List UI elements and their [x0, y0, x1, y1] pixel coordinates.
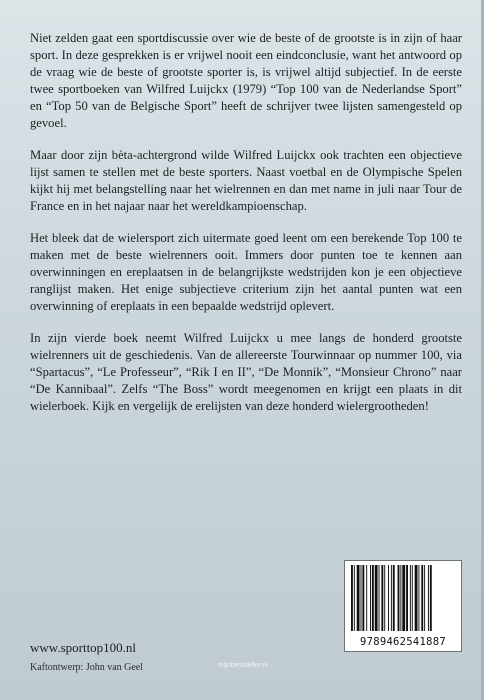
- barcode-bars: [349, 565, 457, 631]
- blurb-paragraph-4: In zijn vierde boek neemt Wilfred Luijckx u mee langs de honderd grootste wielrenners uit de geschiedenis. Van de allereerste Tourwinnaar op nummer 100, via “Spartacus”, “Le Professeur”, “Rik I en II”, “De Monnik”, “Monsieur Chrono” naar “De Kannibaal”. Zelfs “The Boss” wordt meegenomen en krijgt een plaats in dit wielerboek. Kijk en vergelijk de erelijsten van deze honderd wielergrootheden!: [30, 331, 462, 413]
- blurb-text: [30, 30, 462, 430]
- isbn-barcode: [344, 560, 462, 652]
- blurb-paragraph-3: Het bleek dat de wielersport zich uitermate goed leent om een berekende Top 100 te maken met de beste wielrenners ooit. Immers door punten toe te kennen aan overwinningen en ereplaatsen in de belangrijkste wedstrijden kon je een objectieve ranglijst maken. Het enige subjectieve criterium zijn het aantal punten wat een overwinning of ereplaats in een bepaalde wedstrijd oplevert.: [30, 231, 462, 313]
- isbn-number: 9789462541887: [359, 636, 447, 648]
- cover-design-credit: Kaftontwerp: John van Geel: [30, 662, 144, 673]
- publisher-mark: mijnbestseller.nl: [218, 662, 268, 669]
- blurb-paragraph-2: Maar door zijn bèta-achtergrond wilde Wilfred Luijckx ook trachten een objectieve lijst samen te stellen met de beste sporters. Naast voetbal en de Olympische Spelen kijkt hij met belangstelling naar het wielrennen en dan met name in juli naar Tour de France en in het najaar naar het wereldkampioenschap.: [30, 148, 462, 213]
- blurb-paragraph-1: Niet zelden gaat een sportdiscussie over wie de beste of de grootste is in zijn of haar sport. In deze gesprekken is er vrijwel nooit een eindconclusie, want het antwoord op de vraag wie de beste of grootste sporter is, is vrijwel altijd subjectief. In de eerste twee sportboeken van Wilfred Luijckx (1979) “Top 100 van de Nederlandse Sport” en “Top 50 van de Belgische Sport” heeft de schrijver twee lijsten samengesteld op gevoel.: [30, 31, 462, 130]
- website-link[interactable]: www.sporttop100.nl: [30, 640, 137, 655]
